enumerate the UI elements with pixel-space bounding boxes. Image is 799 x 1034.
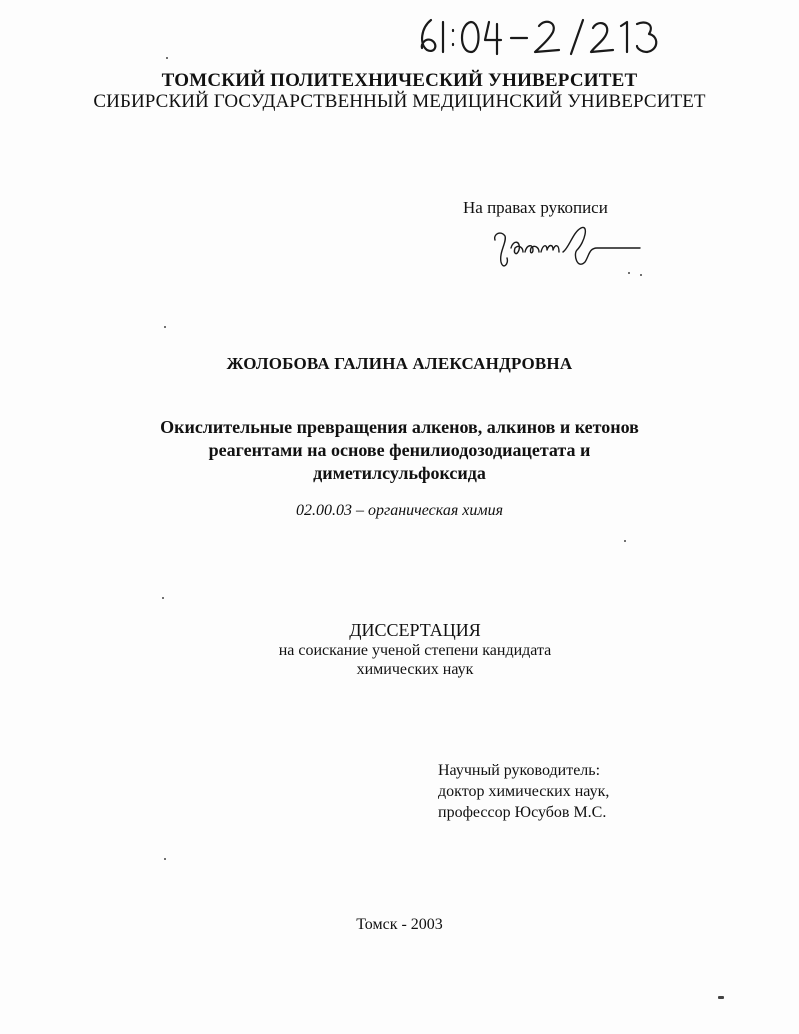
scan-speck [164,326,166,328]
degree-line-2: химических наук [356,661,474,678]
title-line: реагентами на основе фенилиодозодиацетата и [208,440,591,460]
author-name: ЖОЛОБОВА ГАЛИНА АЛЕКСАНДРОВНА [226,354,573,373]
supervisor-name: профессор Юсубов М.С. [438,804,607,821]
dissertation-block [0,620,799,679]
rights-note: На правах рукописи [463,198,608,217]
scan-speck [628,272,630,274]
university-2-heading: СИБИРСКИЙ ГОСУДАРСТВЕННЫЙ МЕДИЦИНСКИЙ УНИВЕРСИТЕТ [93,91,706,112]
title-line: Окислительные превращения алкенов, алкинов и кетонов [160,417,639,437]
supervisor-block [438,760,609,823]
author-signature [485,218,650,280]
dissertation-title [0,416,799,485]
archive-code-handwriting [415,14,665,58]
title-line: диметилсульфоксида [313,463,486,483]
supervisor-degree: доктор химических наук, [438,783,610,800]
scan-speck [624,540,626,542]
city-year: Томск - 2003 [356,916,443,933]
supervisor-label: Научный руководитель: [438,762,601,779]
scan-speck [164,858,166,860]
degree-line-1: на соискание ученой степени кандидата [278,642,552,659]
dissertation-heading: ДИССЕРТАЦИЯ [349,620,481,640]
scan-speck [640,274,642,276]
scan-speck [162,597,164,599]
specialty-code: 02.00.03 – органическая химия [295,502,504,519]
scan-speck [166,57,168,59]
scan-speck [718,996,724,999]
university-1-heading: ТОМСКИЙ ПОЛИТЕХНИЧЕСКИЙ УНИВЕРСИТЕТ [161,70,638,91]
